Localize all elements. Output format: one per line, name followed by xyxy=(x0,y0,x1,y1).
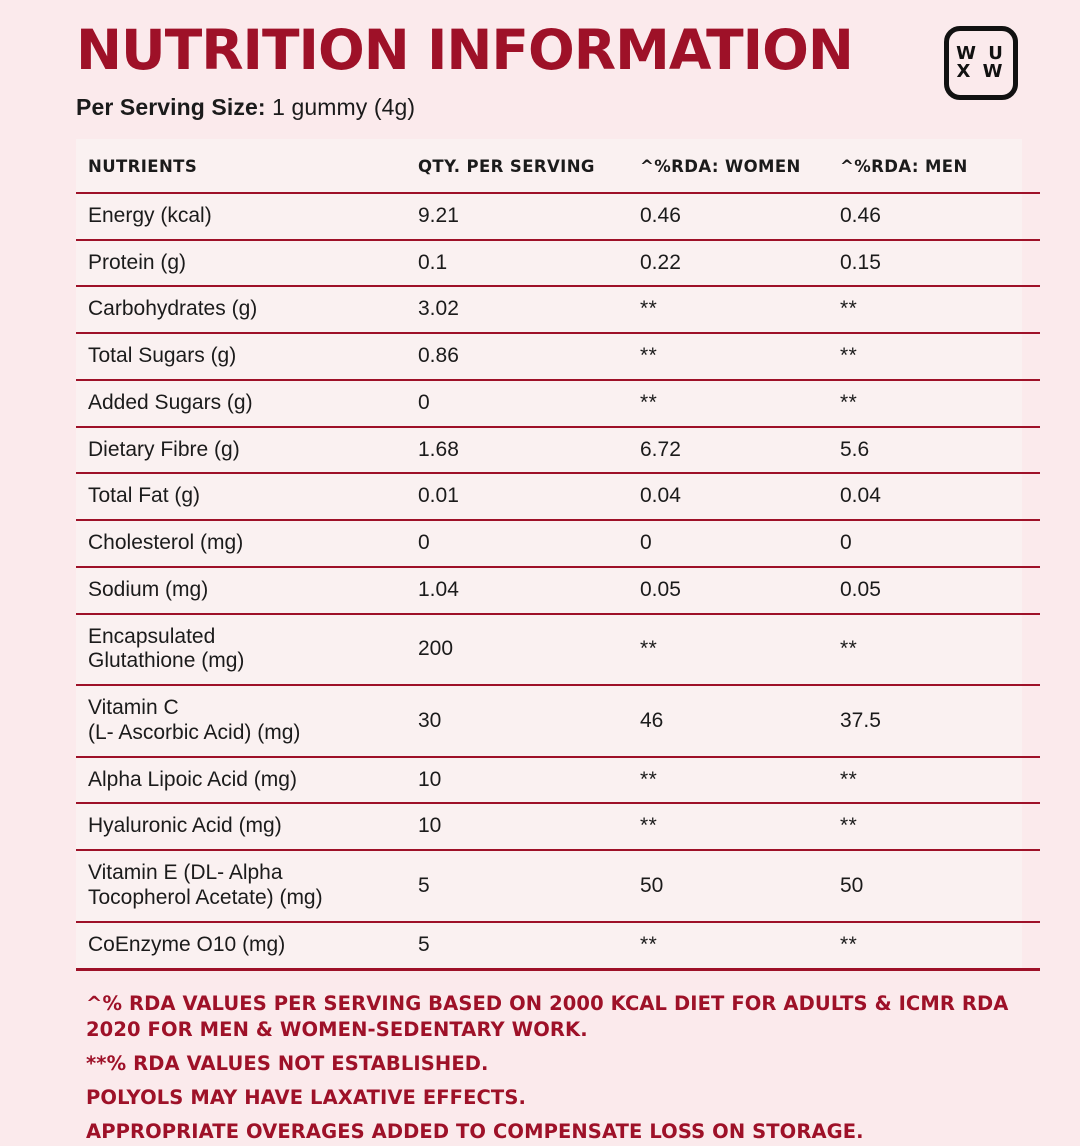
brand-logo xyxy=(944,26,1018,100)
cell-rda-men: ** xyxy=(840,922,1040,969)
cell-rda-men: ** xyxy=(840,380,1040,427)
footnote: POLYOLS MAY HAVE LAXATIVE EFFECTS. xyxy=(86,1086,526,1110)
nutrition-table-wrapper xyxy=(76,139,1022,971)
cell-rda-women: ** xyxy=(640,333,840,380)
table-row xyxy=(76,473,1040,520)
cell-qty-per-serving: 0.01 xyxy=(418,473,640,520)
column-header-qty: QTY. PER SERVING xyxy=(418,156,595,176)
cell-rda-men: 0.15 xyxy=(840,240,1040,287)
cell-qty-per-serving: 5 xyxy=(418,850,640,922)
table-row xyxy=(76,333,1040,380)
serving-size-line xyxy=(76,94,853,121)
table-header xyxy=(76,139,1040,193)
cell-rda-women: 0.05 xyxy=(640,567,840,614)
column-header-nutrients: NUTRIENTS xyxy=(88,156,198,176)
table-row xyxy=(76,803,1040,850)
nutrition-table xyxy=(76,139,1040,971)
cell-qty-per-serving: 0.86 xyxy=(418,333,640,380)
cell-nutrient-name: Sodium (mg) xyxy=(76,567,418,614)
table-row xyxy=(76,922,1040,969)
cell-qty-per-serving: 0 xyxy=(418,520,640,567)
cell-rda-men: ** xyxy=(840,333,1040,380)
cell-nutrient-name: Encapsulated Glutathione (mg) xyxy=(76,614,418,686)
cell-rda-men: 50 xyxy=(840,850,1040,922)
cell-rda-men: 0 xyxy=(840,520,1040,567)
serving-size-value: 1 gummy (4g) xyxy=(272,93,416,120)
cell-rda-women: ** xyxy=(640,803,840,850)
table-body xyxy=(76,193,1040,969)
cell-qty-per-serving: 30 xyxy=(418,685,640,757)
cell-rda-women: ** xyxy=(640,757,840,804)
cell-qty-per-serving: 9.21 xyxy=(418,193,640,240)
cell-qty-per-serving: 1.68 xyxy=(418,427,640,474)
cell-rda-men: 0.46 xyxy=(840,193,1040,240)
cell-qty-per-serving: 5 xyxy=(418,922,640,969)
cell-qty-per-serving: 1.04 xyxy=(418,567,640,614)
cell-qty-per-serving: 200 xyxy=(418,614,640,686)
header xyxy=(76,18,1022,121)
footnotes xyxy=(76,991,1022,1146)
cell-qty-per-serving: 0.1 xyxy=(418,240,640,287)
cell-rda-men: 5.6 xyxy=(840,427,1040,474)
cell-rda-women: 0.22 xyxy=(640,240,840,287)
table-row xyxy=(76,286,1040,333)
cell-rda-women: 0.46 xyxy=(640,193,840,240)
cell-rda-women: ** xyxy=(640,922,840,969)
logo-line-1: W U xyxy=(956,42,1006,64)
cell-rda-women: ** xyxy=(640,614,840,686)
cell-rda-women: 0.04 xyxy=(640,473,840,520)
column-header-rda-women: ^%RDA: WOMEN xyxy=(640,156,801,176)
cell-nutrient-name: Vitamin E (DL- Alpha Tocopherol Acetate) (mg) xyxy=(76,850,418,922)
footnote: **% RDA VALUES NOT ESTABLISHED. xyxy=(86,1052,489,1076)
cell-rda-men: ** xyxy=(840,803,1040,850)
table-row xyxy=(76,427,1040,474)
footnote: ^% RDA VALUES PER SERVING BASED ON 2000 KCAL DIET FOR ADULTS & ICMR RDA 2020 FOR MEN & WOMEN-SEDENTARY WORK. xyxy=(86,991,1009,1042)
cell-nutrient-name: Cholesterol (mg) xyxy=(76,520,418,567)
cell-rda-women: ** xyxy=(640,286,840,333)
cell-qty-per-serving: 10 xyxy=(418,803,640,850)
table-row xyxy=(76,685,1040,757)
cell-nutrient-name: Energy (kcal) xyxy=(76,193,418,240)
cell-nutrient-name: Hyaluronic Acid (mg) xyxy=(76,803,418,850)
cell-rda-women: 46 xyxy=(640,685,840,757)
cell-nutrient-name: Total Fat (g) xyxy=(76,473,418,520)
table-row xyxy=(76,380,1040,427)
cell-nutrient-name: Protein (g) xyxy=(76,240,418,287)
table-row xyxy=(76,757,1040,804)
footnote: APPROPRIATE OVERAGES ADDED TO COMPENSATE LOSS ON STORAGE. xyxy=(86,1120,864,1144)
cell-qty-per-serving: 10 xyxy=(418,757,640,804)
cell-nutrient-name: Alpha Lipoic Acid (mg) xyxy=(76,757,418,804)
cell-rda-men: ** xyxy=(840,286,1040,333)
table-row xyxy=(76,240,1040,287)
header-text-block xyxy=(76,18,853,121)
cell-nutrient-name: Total Sugars (g) xyxy=(76,333,418,380)
cell-nutrient-name: CoEnzyme O10 (mg) xyxy=(76,922,418,969)
page-title: NUTRITION INFORMATION xyxy=(76,18,853,82)
cell-rda-women: ** xyxy=(640,380,840,427)
cell-nutrient-name: Vitamin C (L- Ascorbic Acid) (mg) xyxy=(76,685,418,757)
cell-rda-women: 6.72 xyxy=(640,427,840,474)
cell-rda-women: 0 xyxy=(640,520,840,567)
cell-nutrient-name: Added Sugars (g) xyxy=(76,380,418,427)
cell-rda-men: 0.05 xyxy=(840,567,1040,614)
cell-nutrient-name: Dietary Fibre (g) xyxy=(76,427,418,474)
cell-qty-per-serving: 0 xyxy=(418,380,640,427)
cell-qty-per-serving: 3.02 xyxy=(418,286,640,333)
cell-rda-men: 0.04 xyxy=(840,473,1040,520)
serving-size-label: Per Serving Size: xyxy=(76,93,266,120)
cell-rda-men: ** xyxy=(840,757,1040,804)
table-row xyxy=(76,614,1040,686)
logo-line-2: X W xyxy=(956,61,1006,82)
table-row xyxy=(76,567,1040,614)
table-row xyxy=(76,520,1040,567)
table-row xyxy=(76,850,1040,922)
column-header-rda-men: ^%RDA: MEN xyxy=(840,156,968,176)
table-row xyxy=(76,193,1040,240)
cell-rda-men: ** xyxy=(840,614,1040,686)
cell-rda-women: 50 xyxy=(640,850,840,922)
table-header-row xyxy=(76,139,1040,193)
cell-nutrient-name: Carbohydrates (g) xyxy=(76,286,418,333)
cell-rda-men: 37.5 xyxy=(840,685,1040,757)
